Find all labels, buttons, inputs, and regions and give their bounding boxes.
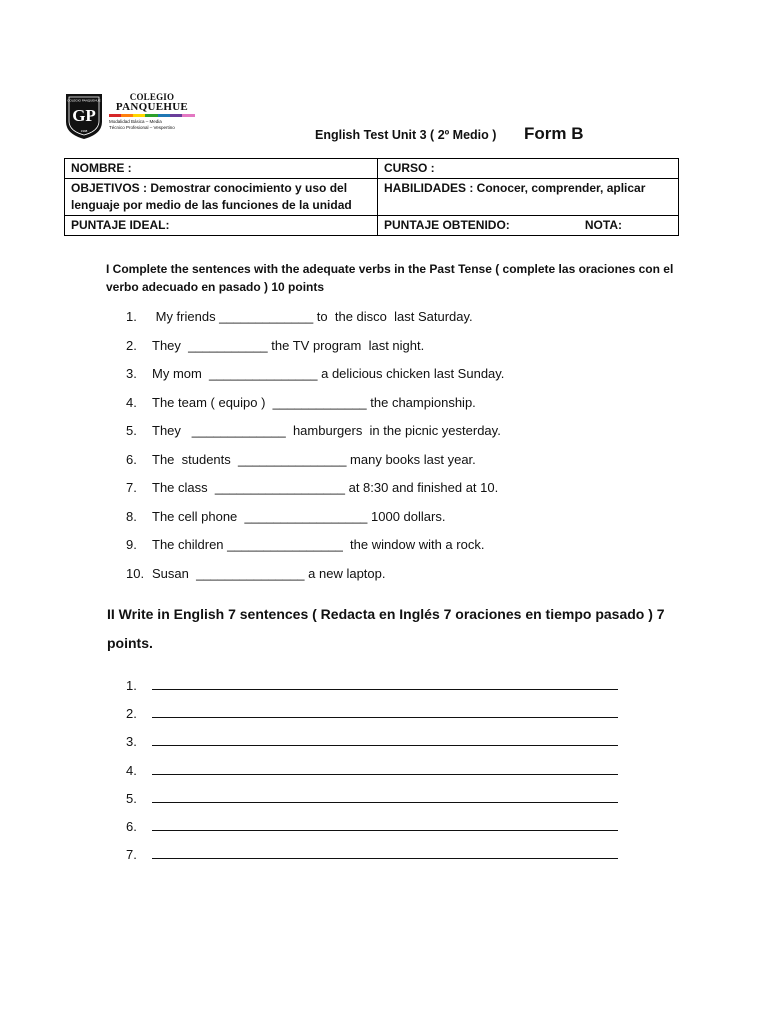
- logo-rainbow-stripe: [109, 114, 195, 117]
- crest-year: 1998: [80, 129, 88, 133]
- question-item: [126, 338, 424, 356]
- nota-label: NOTA:: [584, 218, 622, 232]
- question-text: My friends _____________ to the disco last Saturday.: [152, 309, 473, 324]
- answer-number: 7.: [126, 847, 137, 863]
- question-text: Susan _______________ a new laptop.: [152, 565, 386, 581]
- question-item: [126, 566, 385, 584]
- answer-blank-line[interactable]: [152, 677, 618, 690]
- answer-number: 1.: [126, 678, 137, 693]
- question-number: 4.: [126, 394, 137, 410]
- answer-line-item: [126, 846, 618, 864]
- question-item: [126, 452, 476, 470]
- question-item: [126, 480, 498, 498]
- question-text: They ___________ the TV program last night.: [152, 337, 425, 353]
- nombre-cell: NOMBRE :: [65, 159, 378, 179]
- question-item: [126, 395, 476, 413]
- answer-line-item: [126, 733, 618, 751]
- school-crest-icon: [64, 92, 104, 140]
- puntaje-obtenido-label: PUNTAJE OBTENIDO:: [384, 218, 510, 232]
- answer-blank-line[interactable]: [152, 705, 618, 718]
- objetivos-cell: OBJETIVOS : Demostrar conocimiento y uso del lenguaje por medio de las funciones de la unidad: [65, 179, 378, 216]
- curso-cell: CURSO :: [378, 159, 679, 179]
- table-row: [65, 179, 679, 216]
- question-text: The class __________________ at 8:30 and finished at 10.: [152, 480, 499, 495]
- question-item: [126, 537, 484, 555]
- puntaje-obtenido-cell: [378, 216, 679, 236]
- question-number: 5.: [126, 423, 137, 438]
- question-item: [126, 309, 473, 327]
- answer-blank-line[interactable]: [152, 846, 618, 859]
- section-2-instructions: II Write in English 7 sentences ( Redacta en Inglés 7 oraciones en tiempo pasado ) 7 points.: [107, 606, 665, 651]
- logo-colegio: COLEGIO: [129, 92, 175, 102]
- logo-school-name: PANQUEHUE: [115, 101, 189, 113]
- answer-line-item: [126, 705, 618, 723]
- question-number: 7.: [126, 480, 137, 495]
- answer-blank-line[interactable]: [152, 762, 618, 775]
- answer-number: 2.: [126, 706, 137, 722]
- question-number: 8.: [126, 508, 137, 524]
- answer-blank-line[interactable]: [152, 818, 618, 831]
- answer-line-item: [126, 818, 618, 836]
- table-row: [65, 159, 679, 179]
- question-number: 10.: [126, 565, 145, 581]
- question-text: The children ________________ the window with a rock.: [152, 537, 485, 552]
- answer-line-item: [126, 677, 618, 695]
- question-text: My mom _______________ a delicious chicken last Sunday.: [152, 366, 505, 381]
- question-number: 6.: [126, 451, 137, 467]
- school-logo: [64, 92, 192, 142]
- habilidades-cell: HABILIDADES : Conocer, comprender, aplicar: [378, 179, 679, 216]
- question-item: [126, 366, 504, 384]
- puntaje-ideal-cell: PUNTAJE IDEAL:: [65, 216, 378, 236]
- question-number: 1.: [126, 309, 137, 324]
- crest-initials: GP: [72, 106, 96, 125]
- answer-number: 5.: [126, 790, 137, 806]
- answer-blank-line[interactable]: [152, 733, 618, 746]
- answer-blank-line[interactable]: [152, 790, 618, 803]
- question-text: They _____________ hamburgers in the picnic yesterday.: [152, 423, 501, 438]
- question-number: 2.: [126, 337, 137, 353]
- section-1-instructions: I Complete the sentences with the adequate verbs in the Past Tense ( complete las oraciones con el verbo adecuado en pasado ) 10 points: [106, 262, 674, 294]
- question-text: The team ( equipo ) _____________ the championship.: [152, 394, 476, 410]
- answer-number: 6.: [126, 819, 137, 834]
- logo-subtitle-1: Modalidad Básica – Media: [109, 119, 162, 124]
- question-number: 9.: [126, 537, 137, 552]
- student-info-table: [64, 158, 679, 236]
- table-row: [65, 216, 679, 236]
- crest-ring-text: COLEGIO PANQUEHUE: [67, 98, 101, 103]
- answer-line-item: [126, 790, 618, 808]
- question-item: [126, 509, 445, 527]
- form-label: Form B: [524, 124, 584, 143]
- logo-subtitle-2: Técnico Profesional – Vespertino: [109, 124, 175, 130]
- question-text: The cell phone _________________ 1000 dollars.: [152, 508, 446, 524]
- test-title: English Test Unit 3 ( 2º Medio ): [315, 128, 497, 142]
- answer-line-item: [126, 762, 618, 780]
- question-number: 3.: [126, 366, 137, 381]
- answer-number: 4.: [126, 762, 137, 778]
- question-item: [126, 423, 501, 441]
- answer-number: 3.: [126, 734, 137, 750]
- question-text: The students _______________ many books last year.: [152, 451, 476, 467]
- logo-text: [109, 92, 195, 130]
